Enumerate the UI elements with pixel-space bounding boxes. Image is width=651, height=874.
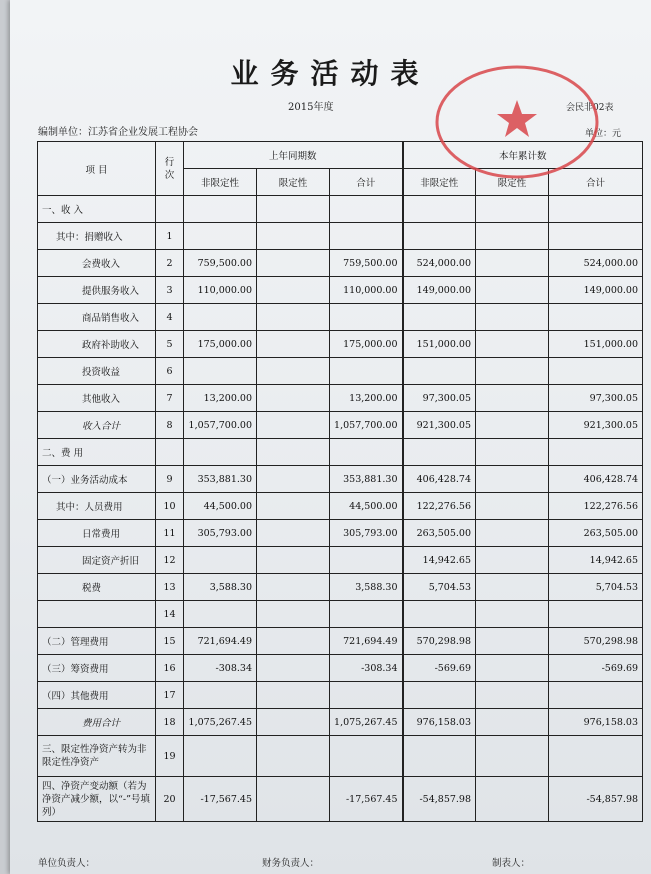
- cell-pt: 353,881.30: [330, 466, 403, 493]
- row-line-no: 11: [156, 520, 184, 547]
- row-line-no: 7: [156, 385, 184, 412]
- cell-cn: [403, 196, 476, 223]
- table-row: [38, 331, 643, 358]
- cell-ct: [549, 358, 643, 385]
- row-label: 税费: [38, 574, 156, 601]
- row-line-no: 14: [156, 601, 184, 628]
- row-label: 其他收入: [38, 385, 156, 412]
- activity-table: [37, 141, 643, 822]
- footer-unit-head: 单位负责人：: [38, 858, 96, 869]
- row-label: 政府补助收入: [38, 331, 156, 358]
- row-label: 提供服务收入: [38, 277, 156, 304]
- header-prev-year: 上年同期数: [184, 142, 403, 169]
- cell-cr: [476, 304, 549, 331]
- cell-pt: 1,057,700.00: [330, 412, 403, 439]
- cell-pt: [330, 601, 403, 628]
- cell-ct: [549, 682, 643, 709]
- row-label: 商品销售收入: [38, 304, 156, 331]
- cell-pr: [257, 466, 330, 493]
- cell-pt: 175,000.00: [330, 331, 403, 358]
- cell-pn: [184, 601, 257, 628]
- cell-pr: [257, 331, 330, 358]
- cell-cr: [476, 628, 549, 655]
- cell-pt: 305,793.00: [330, 520, 403, 547]
- cell-pt: -17,567.45: [330, 777, 403, 822]
- row-label: 日常费用: [38, 520, 156, 547]
- table-row: [38, 196, 643, 223]
- table-row: [38, 466, 643, 493]
- cell-cn: 149,000.00: [403, 277, 476, 304]
- cell-cr: [476, 439, 549, 466]
- cell-cn: [403, 601, 476, 628]
- cell-pt: [330, 736, 403, 777]
- row-line-no: 1: [156, 223, 184, 250]
- cell-pn: -17,567.45: [184, 777, 257, 822]
- row-line-no: 16: [156, 655, 184, 682]
- row-line-no: 18: [156, 709, 184, 736]
- header-prev-total: 合计: [330, 169, 403, 196]
- cell-cn: 263,505.00: [403, 520, 476, 547]
- row-label: 收入合计: [38, 412, 156, 439]
- cell-cn: 5,704.53: [403, 574, 476, 601]
- form-number: 会民非02表: [566, 103, 614, 113]
- table-row: [38, 493, 643, 520]
- row-line-no: 20: [156, 777, 184, 822]
- table-row: [38, 601, 643, 628]
- report-year: 2015年度: [288, 102, 334, 113]
- cell-pr: [257, 358, 330, 385]
- row-label: （三）筹资费用: [38, 655, 156, 682]
- cell-pn: [184, 439, 257, 466]
- cell-pt: 759,500.00: [330, 250, 403, 277]
- table-row: [38, 628, 643, 655]
- cell-pn: [184, 304, 257, 331]
- cell-cn: [403, 682, 476, 709]
- row-label: 四、净资产变动额（若为净资产减少额，以“-”号填列）: [38, 777, 156, 822]
- table-row: [38, 412, 643, 439]
- cell-pt: [330, 358, 403, 385]
- header-curr-total: 合计: [549, 169, 643, 196]
- cell-cr: [476, 358, 549, 385]
- cell-pn: 175,000.00: [184, 331, 257, 358]
- cell-pt: [330, 547, 403, 574]
- cell-pr: [257, 628, 330, 655]
- cell-cn: 14,942.65: [403, 547, 476, 574]
- cell-cn: 976,158.03: [403, 709, 476, 736]
- cell-cr: [476, 682, 549, 709]
- cell-pn: [184, 223, 257, 250]
- cell-ct: [549, 736, 643, 777]
- cell-cn: [403, 358, 476, 385]
- cell-cr: [476, 601, 549, 628]
- cell-cn: 524,000.00: [403, 250, 476, 277]
- row-label: 二、费 用: [38, 439, 156, 466]
- cell-ct: [549, 304, 643, 331]
- cell-ct: [549, 196, 643, 223]
- header-line-no: 行 次: [156, 142, 184, 196]
- cell-pr: [257, 520, 330, 547]
- cell-ct: 406,428.74: [549, 466, 643, 493]
- cell-pt: [330, 196, 403, 223]
- cell-cn: [403, 439, 476, 466]
- cell-pr: [257, 493, 330, 520]
- cell-cr: [476, 777, 549, 822]
- cell-pn: 759,500.00: [184, 250, 257, 277]
- row-label: 一、收 入: [38, 196, 156, 223]
- row-line-no: [156, 196, 184, 223]
- row-line-no: 13: [156, 574, 184, 601]
- cell-pr: [257, 655, 330, 682]
- table-row: [38, 385, 643, 412]
- table-row: [38, 250, 643, 277]
- cell-ct: -569.69: [549, 655, 643, 682]
- table-row: [38, 574, 643, 601]
- table-row: [38, 304, 643, 331]
- cell-cn: -54,857.98: [403, 777, 476, 822]
- row-line-no: 10: [156, 493, 184, 520]
- cell-cr: [476, 196, 549, 223]
- cell-cr: [476, 574, 549, 601]
- row-label: 固定资产折旧: [38, 547, 156, 574]
- cell-pn: -308.34: [184, 655, 257, 682]
- cell-pt: 1,075,267.45: [330, 709, 403, 736]
- table-row: [38, 277, 643, 304]
- row-label: 其中：人员费用: [38, 493, 156, 520]
- cell-pn: 721,694.49: [184, 628, 257, 655]
- cell-ct: [549, 601, 643, 628]
- cell-ct: 524,000.00: [549, 250, 643, 277]
- cell-cn: 570,298.98: [403, 628, 476, 655]
- cell-pt: 44,500.00: [330, 493, 403, 520]
- cell-cr: [476, 331, 549, 358]
- cell-cr: [476, 223, 549, 250]
- row-label: 三、限定性净资产转为非限定性净资产: [38, 736, 156, 777]
- cell-ct: 14,942.65: [549, 547, 643, 574]
- cell-pt: 3,588.30: [330, 574, 403, 601]
- cell-pr: [257, 547, 330, 574]
- cell-pt: 110,000.00: [330, 277, 403, 304]
- cell-pn: 1,057,700.00: [184, 412, 257, 439]
- organization-label: 编制单位：江苏省企业发展工程协会: [38, 127, 198, 138]
- cell-pr: [257, 223, 330, 250]
- cell-pn: 3,588.30: [184, 574, 257, 601]
- report-page: [10, 0, 651, 874]
- row-line-no: 9: [156, 466, 184, 493]
- cell-cn: [403, 223, 476, 250]
- cell-pr: [257, 736, 330, 777]
- table-row: [38, 358, 643, 385]
- table-row: [38, 520, 643, 547]
- row-line-no: [156, 439, 184, 466]
- cell-pr: [257, 277, 330, 304]
- table-row: [38, 547, 643, 574]
- cell-pr: [257, 682, 330, 709]
- table-row: [38, 709, 643, 736]
- row-line-no: 3: [156, 277, 184, 304]
- row-line-no: 8: [156, 412, 184, 439]
- cell-pr: [257, 709, 330, 736]
- cell-pr: [257, 601, 330, 628]
- cell-pr: [257, 250, 330, 277]
- cell-ct: 5,704.53: [549, 574, 643, 601]
- cell-cn: [403, 304, 476, 331]
- unit-label: 单位：元: [585, 129, 622, 139]
- cell-cr: [476, 736, 549, 777]
- table-row: [38, 682, 643, 709]
- header-row-group: [38, 142, 643, 169]
- row-line-no: 2: [156, 250, 184, 277]
- cell-ct: 976,158.03: [549, 709, 643, 736]
- cell-cr: [476, 250, 549, 277]
- cell-cn: 122,276.56: [403, 493, 476, 520]
- cell-pn: [184, 196, 257, 223]
- row-label: （四）其他费用: [38, 682, 156, 709]
- row-label: 投资收益: [38, 358, 156, 385]
- cell-pt: 13,200.00: [330, 385, 403, 412]
- row-label: （一）业务活动成本: [38, 466, 156, 493]
- row-line-no: 4: [156, 304, 184, 331]
- row-label: 会费收入: [38, 250, 156, 277]
- cell-pn: [184, 682, 257, 709]
- row-line-no: 5: [156, 331, 184, 358]
- cell-pr: [257, 385, 330, 412]
- row-label: [38, 601, 156, 628]
- cell-pt: 721,694.49: [330, 628, 403, 655]
- cell-cn: 406,428.74: [403, 466, 476, 493]
- cell-cr: [476, 493, 549, 520]
- cell-pn: [184, 547, 257, 574]
- cell-ct: 263,505.00: [549, 520, 643, 547]
- cell-pt: [330, 439, 403, 466]
- row-line-no: 12: [156, 547, 184, 574]
- cell-cr: [476, 385, 549, 412]
- cell-pr: [257, 439, 330, 466]
- table-row: [38, 736, 643, 777]
- table-row: [38, 655, 643, 682]
- row-label: （二）管理费用: [38, 628, 156, 655]
- header-curr-year: 本年累计数: [403, 142, 643, 169]
- row-label: 费用合计: [38, 709, 156, 736]
- cell-pr: [257, 777, 330, 822]
- cell-pr: [257, 304, 330, 331]
- cell-ct: 570,298.98: [549, 628, 643, 655]
- cell-cr: [476, 466, 549, 493]
- row-line-no: 6: [156, 358, 184, 385]
- cell-pt: [330, 223, 403, 250]
- cell-pr: [257, 196, 330, 223]
- cell-ct: 149,000.00: [549, 277, 643, 304]
- cell-pn: 353,881.30: [184, 466, 257, 493]
- cell-pn: 44,500.00: [184, 493, 257, 520]
- table-row: [38, 439, 643, 466]
- cell-cn: 151,000.00: [403, 331, 476, 358]
- footer-preparer: 制表人：: [492, 858, 531, 869]
- report-title: 业务活动表: [230, 57, 431, 90]
- row-line-no: 17: [156, 682, 184, 709]
- row-line-no: 19: [156, 736, 184, 777]
- footer-finance-head: 财务负责人：: [262, 858, 320, 869]
- cell-cr: [476, 655, 549, 682]
- table-row: [38, 777, 643, 822]
- cell-pn: [184, 736, 257, 777]
- cell-pn: 110,000.00: [184, 277, 257, 304]
- cell-cn: [403, 736, 476, 777]
- cell-cn: 921,300.05: [403, 412, 476, 439]
- cell-cn: -569.69: [403, 655, 476, 682]
- cell-ct: 921,300.05: [549, 412, 643, 439]
- cell-pn: 1,075,267.45: [184, 709, 257, 736]
- row-line-no: 15: [156, 628, 184, 655]
- cell-pt: [330, 304, 403, 331]
- cell-pt: -308.34: [330, 655, 403, 682]
- cell-pn: [184, 358, 257, 385]
- header-curr-restricted: 限定性: [476, 169, 549, 196]
- table-row: [38, 223, 643, 250]
- row-label: 其中：捐赠收入: [38, 223, 156, 250]
- cell-pn: 305,793.00: [184, 520, 257, 547]
- cell-pt: [330, 682, 403, 709]
- cell-ct: 151,000.00: [549, 331, 643, 358]
- cell-cr: [476, 547, 549, 574]
- header-curr-non-restricted: 非限定性: [403, 169, 476, 196]
- cell-pr: [257, 412, 330, 439]
- header-prev-restricted: 限定性: [257, 169, 330, 196]
- cell-cn: 97,300.05: [403, 385, 476, 412]
- cell-pr: [257, 574, 330, 601]
- cell-ct: [549, 439, 643, 466]
- cell-ct: 97,300.05: [549, 385, 643, 412]
- cell-cr: [476, 520, 549, 547]
- cell-ct: 122,276.56: [549, 493, 643, 520]
- cell-ct: -54,857.98: [549, 777, 643, 822]
- cell-cr: [476, 412, 549, 439]
- header-prev-non-restricted: 非限定性: [184, 169, 257, 196]
- cell-cr: [476, 709, 549, 736]
- header-item: 项 目: [38, 142, 156, 196]
- cell-cr: [476, 277, 549, 304]
- cell-pn: 13,200.00: [184, 385, 257, 412]
- cell-ct: [549, 223, 643, 250]
